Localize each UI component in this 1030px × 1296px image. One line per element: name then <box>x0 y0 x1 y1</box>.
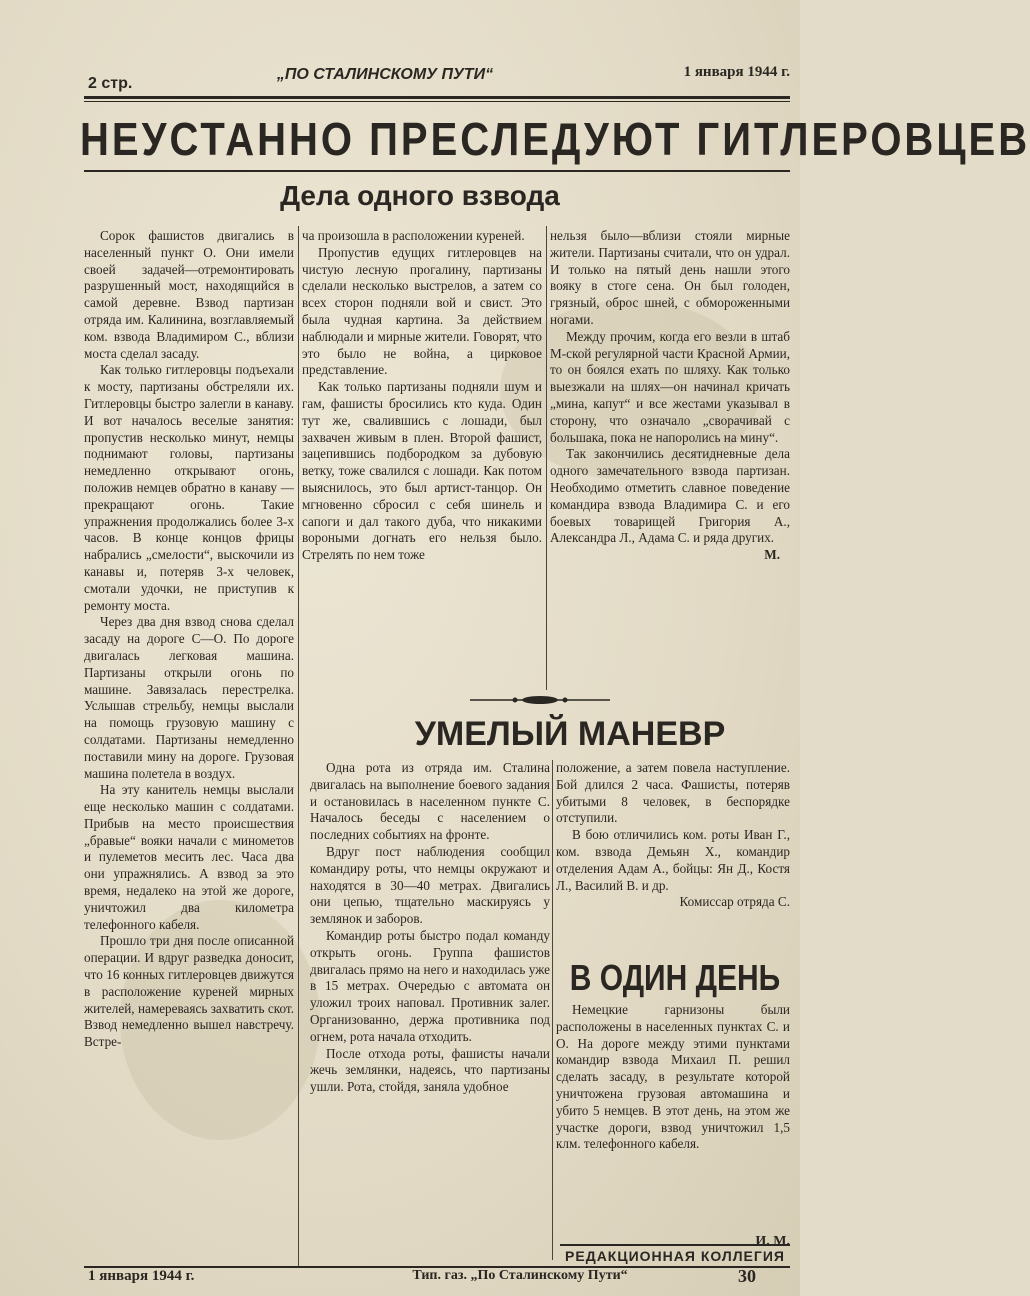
paragraph: В бою отличились ком. роты Иван Г., ком. взвода Демьян Х., командир отделения Адам А., бойцы: Ян Д., Костя Л., Василий В. и др. <box>556 827 790 893</box>
article-title-one-day: В ОДИН ДЕНЬ <box>569 958 781 999</box>
header-rule-thin <box>84 101 790 102</box>
article-title-maneuver: УМЕЛЫЙ МАНЕВР <box>414 715 726 753</box>
paragraph: Как только партизаны подняли шум и гам, фашисты бросились кто куда. Один тут же, свалившись с лошади, был захвачен живым в плен. Второй фашист, зацепившись подбородком за дубовую ветку, тоже свалился с лошади. Как потом выяснилось, это был артист-танцор. Он мгновенно сбросил с себя шинель и сапоги и дал такого дуба, что никакими вороными догнать его нельзя было. Стрелять по нем тоже <box>302 379 542 563</box>
paragraph: Как только гитлеровцы подъехали к мосту, партизаны обстреляли их. Гитлеровцы быстро залегли в канаву. И вот началось веселые занятия: пропустив несколько минут, немцы поднимают головы, партизаны немедленно открывают огонь, положив немцев обратно в канаву — прекращают огонь. Такие упражнения продолжались более 3-х часов. В конце концов фрицы набрались „смелости“, выскочили из канавы и, потеряв 3-х человек, смотали удочки, не приступив к ремонту моста. <box>84 362 294 613</box>
column-divider <box>552 760 553 1260</box>
paragraph: положение, а затем повела наступление. Бой длился 2 часа. Фашисты, потеряв убитыми 8 человек, в беспорядке отступили. <box>556 760 790 826</box>
paragraph: Пропустив едущих гитлеровцев на чистую лесную прогалину, партизаны сделали несколько выстрелов, а затем со всех сторон подняли вой и свист. Это была чудная картина. За действием наблюдали и мирные жители. Говорят, что это было не война, а цирковое представление. <box>302 244 542 378</box>
editorial-board: РЕДАКЦИОННАЯ КОЛЛЕГИЯ <box>560 1244 790 1266</box>
paragraph: Одна рота из отряда им. Сталина двигалась на выполнение боевого задания и остановилась в населенном пункте С. Началось беседы с населением о последних событиях на фронте. <box>310 760 550 843</box>
article-maneuver-column-2 <box>556 760 790 960</box>
newspaper-name: „ПО СТАЛИНСКОМУ ПУТИ“ <box>276 66 494 83</box>
article-maneuver-column-1 <box>310 760 550 1260</box>
paragraph: Так закончились десятидневные дела одного замечательного взвода партизан. Необходимо отметить славное поведение командира взвода Владимира С. и его боевых товарищей Григория А., Александра Л., Адама С. и ряда других. <box>550 446 790 546</box>
article-platoon-column-3 <box>550 228 790 690</box>
article-signature: Комиссар отряда С. <box>679 894 790 910</box>
paragraph: Между прочим, когда его везли в штаб М-ской регулярной части Красной Армии, то он боялся ехать по шляху. Как только выезжали на шлях—он начинал кричать „мина, капут“ и все жестами указывал в сторону, что означало „сворачивай с большака, пока не напоролись на мину“. <box>550 328 790 445</box>
paragraph: Командир роты быстро подал команду открыть огонь. Группа фашистов двигалась прямо на него и находилась уже в 15 метрах. Очередью с автомата он уложил троих наповал. Противник залег. Организованно, держа противника под огнем, рота начала отходить. <box>310 927 550 1044</box>
footer-press: Тип. газ. „По Сталинскому Пути“ <box>412 1268 628 1283</box>
article-signature: М. <box>764 547 780 563</box>
article-title-platoon: Дела одного взвода <box>280 180 560 211</box>
article-platoon-column-1 <box>84 228 294 1268</box>
article-platoon-column-2 <box>302 228 542 690</box>
headline-rule <box>84 170 790 172</box>
article-signature: И. М. <box>755 1234 790 1249</box>
issue-date: 1 января 1944 г. <box>683 64 790 80</box>
header-rule <box>84 96 790 99</box>
ornament-divider <box>470 694 610 706</box>
paragraph: нельзя было—вблизи стояли мирные жители. Партизаны считали, что он удрал. И только на пятый день нашли этого вояку в стоге сена. Он был голоден, грязный, оброс шней, с обмороженными ногами. <box>550 228 790 327</box>
column-divider <box>546 226 547 690</box>
footer-date: 1 января 1944 г. <box>88 1268 195 1284</box>
page-number: 2 стр. <box>88 75 133 92</box>
paragraph: На эту канитель немцы выслали еще несколько машин с солдатами. Прибыв на место происшествия „бравые“ вояки начали с минометов и пулеметов месить лес. Часа два они упражнялись. А взвод за это время, недалеко на этой же дороге, уничтожил два километра телефонного кабеля. <box>84 782 294 932</box>
column-divider <box>298 226 299 1266</box>
paragraph: После отхода роты, фашисты начали жечь землянки, надеясь, что партизаны ушли. Рота, стойдя, заняла удобное <box>310 1045 550 1095</box>
paragraph: Немецкие гарнизоны были расположены в населенных пунктах С. и О. На дороге между этими пунктами командир взвода Михаил П. решил сделать засаду, в результате которой уничтожена грузовая автомашина и убито 5 немцев. В этот день, на этом же участке дороги, взвод уничтожил 1,5 клм. телефонного кабеля. <box>556 1002 790 1152</box>
paragraph: Прошло три дня после описанной операции. И вдруг разведка доносит, что 16 конных гитлеровцев движутся в расположение куреней мирных жителей, намереваясь захватить скот. Взвод немедленно вышел навстречу. Встре- <box>84 933 294 1050</box>
article-one-day-body <box>556 1002 790 1242</box>
paragraph: ча произошла в расположении куреней. <box>302 228 525 243</box>
paragraph: Вдруг пост наблюдения сообщил командиру роты, что немцы окружают и находятся в 30—40 метрах. Двигались они цепью, тщательно маскируясь у землянок и заборов. <box>310 843 550 927</box>
page-headline: НЕУСТАННО ПРЕСЛЕДУЮТ ГИТЛЕРОВЦЕВ <box>80 114 1030 166</box>
paragraph: Через два дня взвод снова сделал засаду на дороге С—О. По дороге двигалась легковая машина. Партизаны открыли огонь по машине. Завязалась перестрелка. Услышав стрельбу, немцы выслали на помощь грузовую машину с солдатами. Партизаны немедленно поставили мину на дороге. Грузовая машина полетела в воздух. <box>84 614 294 781</box>
issue-number: 30 <box>738 1266 756 1286</box>
paragraph: Сорок фашистов двигались в населенный пункт О. Они имели своей задачей—отремонтировать разрушенный мост, находящийся в самой деревне. Взвод партизан отряда им. Калинина, возглавляемый ком. взвода Владимиром С., вблизи моста сделал засаду. <box>84 228 294 361</box>
